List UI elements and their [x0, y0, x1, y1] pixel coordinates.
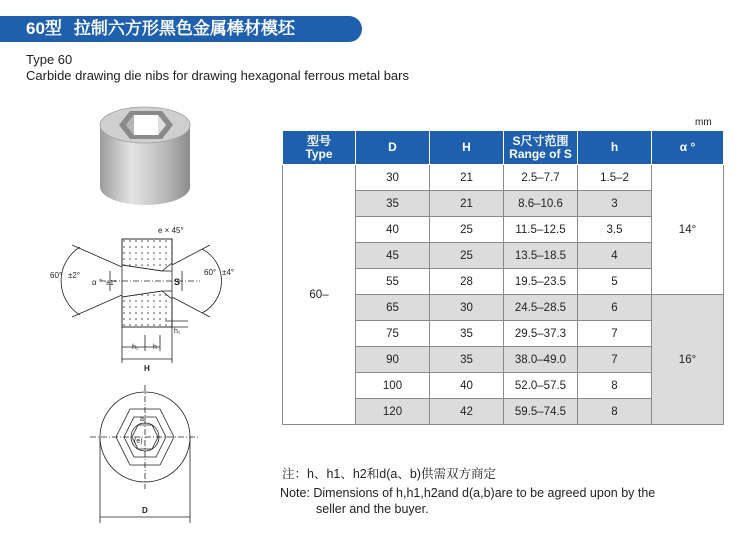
type-label: Type 60 — [26, 52, 73, 67]
cell-h-total: 25 — [430, 217, 504, 243]
cell-d: 75 — [356, 321, 430, 347]
cell-range-s: 13.5–18.5 — [504, 243, 578, 269]
cell-h: 7 — [578, 347, 652, 373]
cell-range-s: 2.5–7.7 — [504, 165, 578, 191]
cell-h: 7 — [578, 321, 652, 347]
cell-d: 30 — [356, 165, 430, 191]
cell-h: 8 — [578, 373, 652, 399]
cell-h: 3.5 — [578, 217, 652, 243]
cell-h-total: 30 — [430, 295, 504, 321]
alpha-tol: ±1° — [106, 280, 117, 287]
cell-range-s: 11.5–12.5 — [504, 217, 578, 243]
technical-drawings — [50, 95, 280, 535]
cell-h-total: 35 — [430, 347, 504, 373]
cell-h: 5 — [578, 269, 652, 295]
h1-label: h₁ — [174, 328, 181, 335]
s-label: S — [174, 277, 181, 287]
alpha-cell-bottom: 16° — [652, 295, 724, 425]
note-cn: 注：h、h1、h2和d(a、b)供需双方商定 — [282, 467, 496, 481]
unit-label: mm — [695, 117, 712, 128]
cell-range-s: 59.5–74.5 — [504, 399, 578, 425]
title-cn: 拉制六方形黑色金属棒材模坯 — [73, 19, 295, 38]
cell-h-total: 21 — [430, 165, 504, 191]
cell-range-s: 24.5–28.5 — [504, 295, 578, 321]
D-label: D — [142, 506, 148, 515]
cell-d: 65 — [356, 295, 430, 321]
cell-range-s: 29.5–37.3 — [504, 321, 578, 347]
cell-range-s: 38.0–49.0 — [504, 347, 578, 373]
header-h-total: H — [430, 131, 504, 165]
section-view — [61, 239, 221, 363]
cell-h: 6 — [578, 295, 652, 321]
a-label: a — [140, 416, 144, 423]
cell-h-total: 25 — [430, 243, 504, 269]
nib-3d-image — [100, 107, 190, 205]
h-label: h — [153, 344, 157, 351]
cell-h-total: 21 — [430, 191, 504, 217]
left-angle-label: 60° — [50, 271, 63, 280]
alpha-cell-top: 14° — [652, 165, 724, 295]
cell-d: 35 — [356, 191, 430, 217]
cell-h-total: 40 — [430, 373, 504, 399]
cell-d: 40 — [356, 217, 430, 243]
chamfer-label: e × 45° — [158, 226, 184, 235]
note-en-line2: seller and the buyer. — [316, 502, 429, 516]
h2-label: h₂ — [132, 344, 139, 351]
cell-d: 55 — [356, 269, 430, 295]
header-alpha: α ° — [652, 131, 724, 165]
header-d: D — [356, 131, 430, 165]
cell-h: 8 — [578, 399, 652, 425]
right-angle-label: 60° — [204, 268, 217, 277]
cell-h-total: 28 — [430, 269, 504, 295]
cell-d: 90 — [356, 347, 430, 373]
H-label: H — [144, 364, 150, 373]
header-h: h — [578, 131, 652, 165]
left-angle-tol: ±2° — [68, 271, 81, 280]
table-header-row — [283, 131, 724, 165]
e-label: (e) — [134, 438, 143, 445]
note-en-line1: Note: Dimensions of h,h1,h2and d(a,b)are to be agreed upon by the — [280, 486, 656, 500]
header-type: 型号 Type — [283, 131, 356, 165]
type-cell: 60– — [283, 165, 356, 425]
cell-h-total: 35 — [430, 321, 504, 347]
cell-h: 3 — [578, 191, 652, 217]
cell-range-s: 52.0–57.5 — [504, 373, 578, 399]
header-range-s: S尺寸范围 Range of S — [504, 131, 578, 165]
alpha-label: α ° — [92, 278, 103, 287]
cell-d: 45 — [356, 243, 430, 269]
cell-range-s: 8.6–10.6 — [504, 191, 578, 217]
table-row — [283, 165, 724, 191]
description-en: Carbide drawing die nibs for drawing hexagonal ferrous metal bars — [26, 68, 409, 83]
cell-d: 120 — [356, 399, 430, 425]
spec-table — [282, 130, 724, 425]
front-view — [90, 385, 200, 523]
right-angle-tol: ±4° — [222, 268, 235, 277]
cell-h: 1.5–2 — [578, 165, 652, 191]
cell-h: 4 — [578, 243, 652, 269]
cell-d: 100 — [356, 373, 430, 399]
cell-h-total: 42 — [430, 399, 504, 425]
model-label: 60型 — [26, 19, 62, 38]
cell-range-s: 19.5–23.5 — [504, 269, 578, 295]
title-banner — [0, 16, 362, 42]
